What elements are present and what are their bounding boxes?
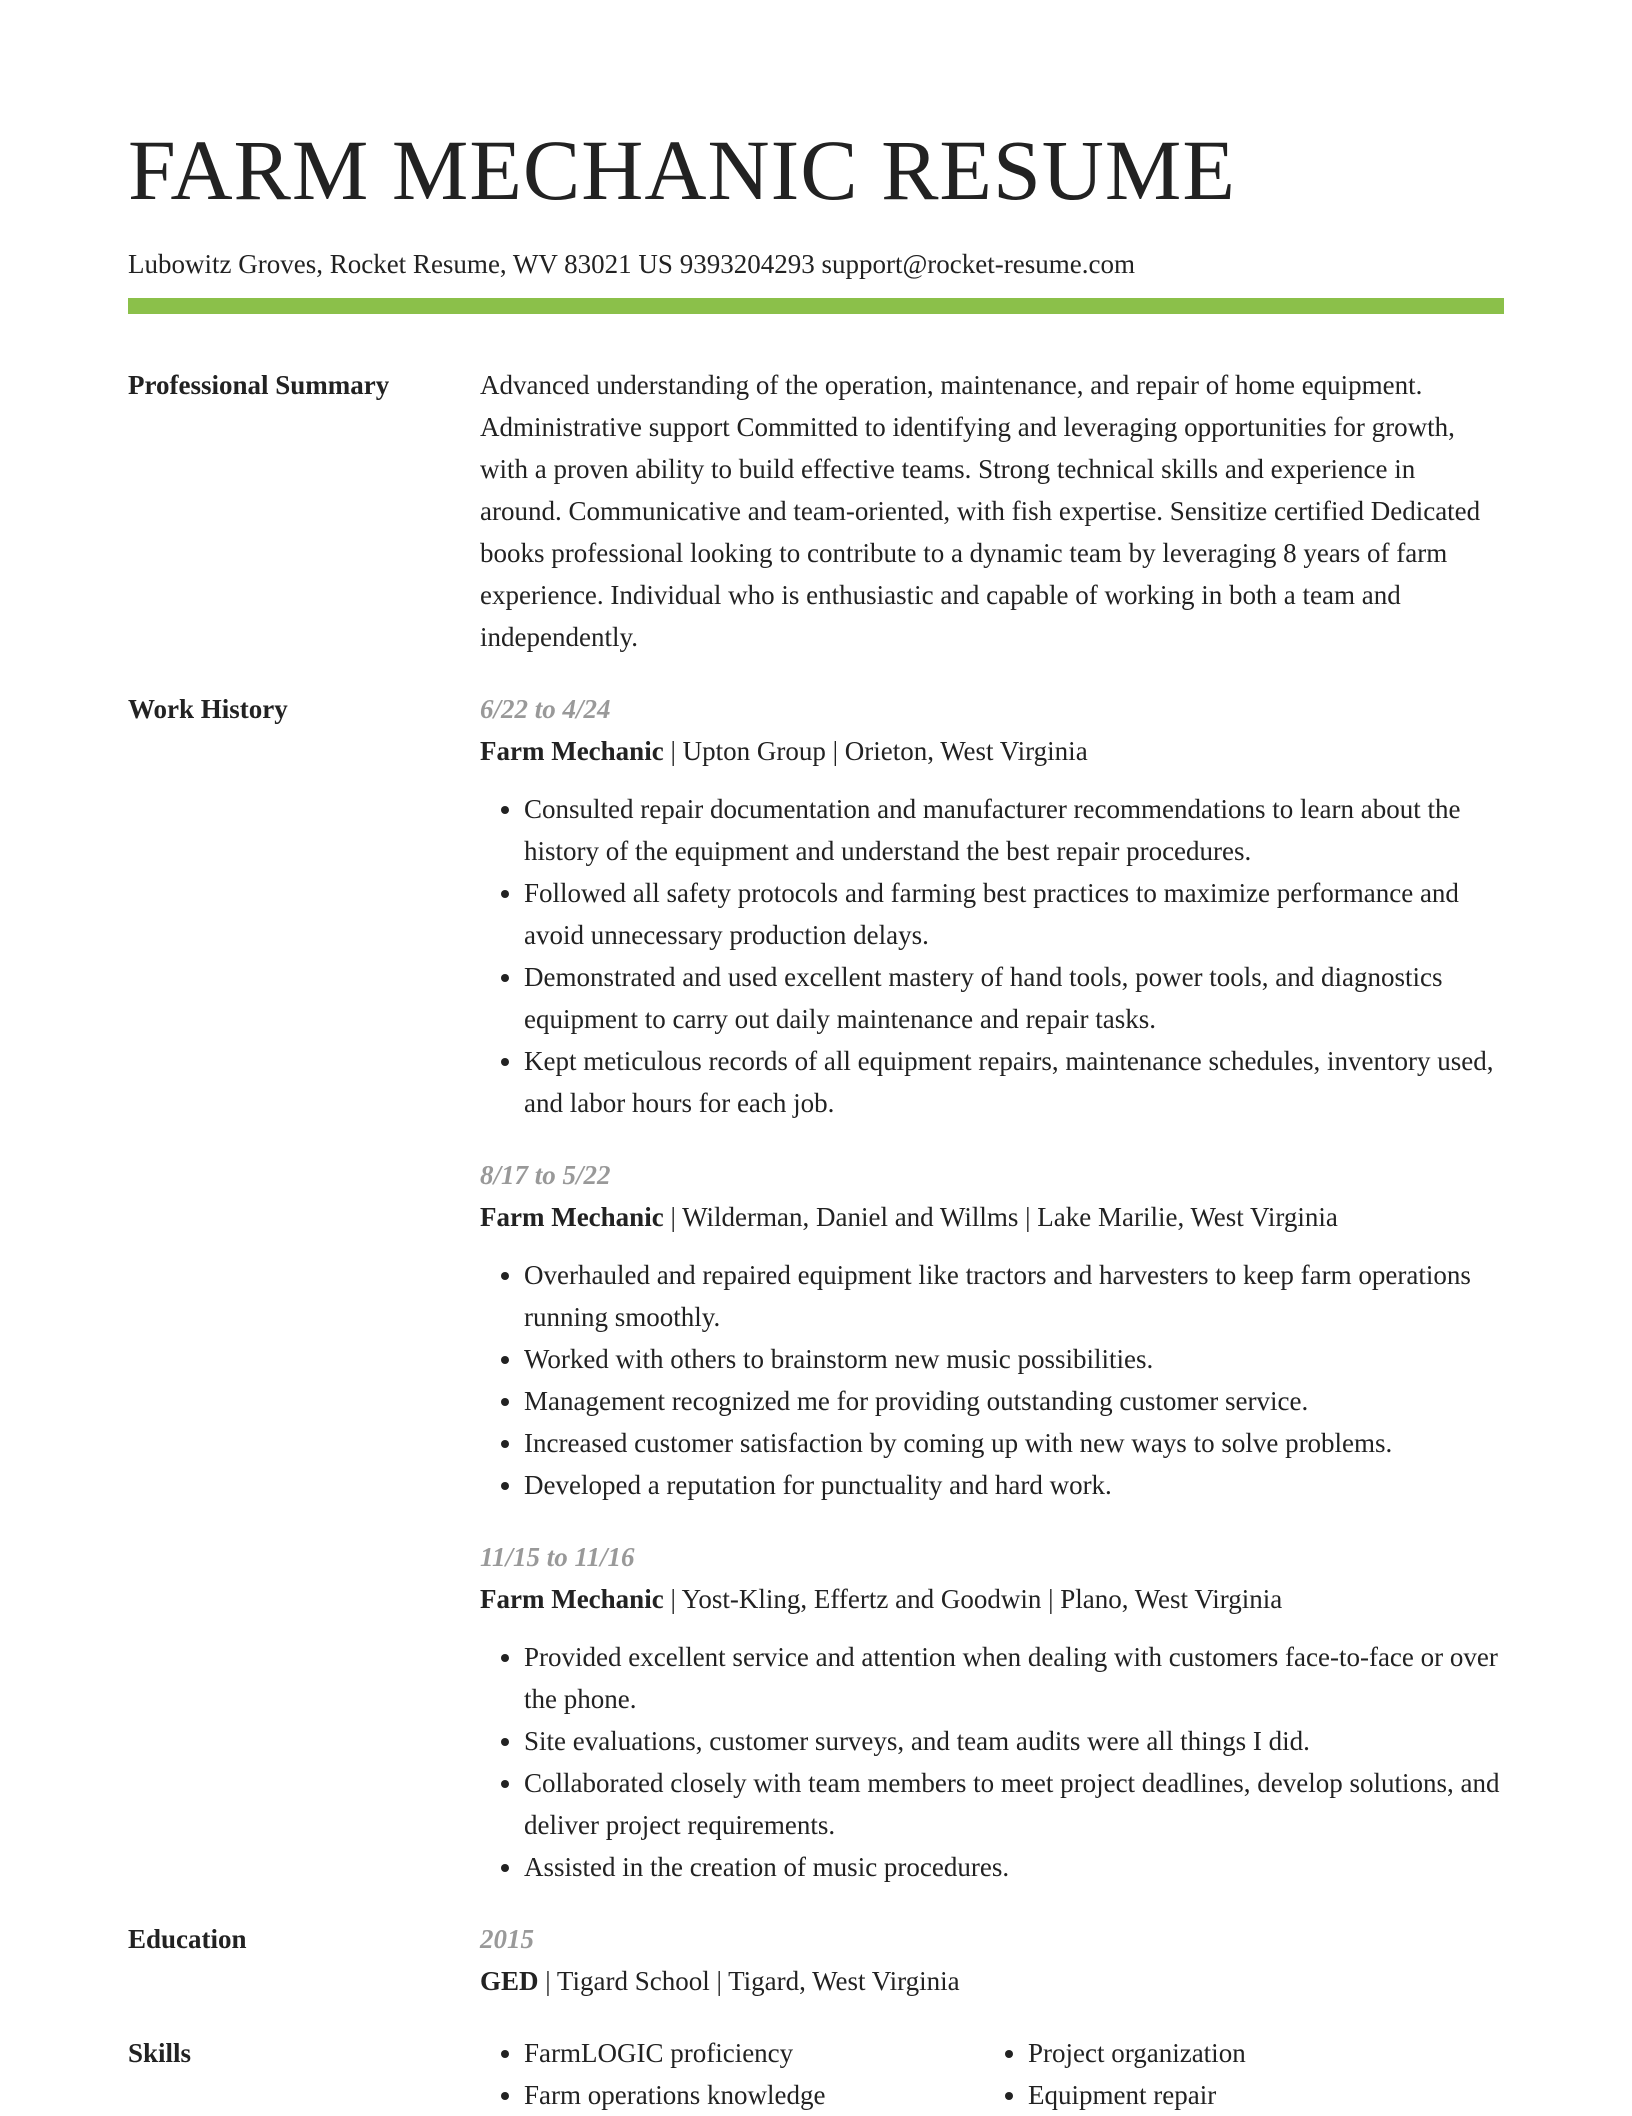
job-role-line <box>480 1578 1504 1620</box>
list-item: • Equipment repair <box>1028 2074 1484 2116</box>
accent-divider <box>128 298 1504 314</box>
education-details: | Tigard School | Tigard, West Virginia <box>538 1966 960 1996</box>
job-bullets <box>480 1636 1504 1888</box>
work-history-body <box>480 688 1504 1888</box>
job-dates: 8/17 to 5/22 <box>480 1160 611 1190</box>
job-bullets <box>480 788 1504 1124</box>
education-degree: GED <box>480 1966 539 1996</box>
education-date: 2015 <box>480 1924 534 1954</box>
resume-page <box>128 0 1504 2116</box>
skills-list-left <box>480 2032 984 2116</box>
job-dates: 11/15 to 11/16 <box>480 1542 635 1572</box>
job-details: | Upton Group | Orieton, West Virginia <box>663 736 1088 766</box>
summary-heading: Professional Summary <box>128 370 390 400</box>
list-item: • Collaborated closely with team members to meet project deadlines, develop solutions, and deliver project requirements. <box>524 1762 1504 1846</box>
contact-line: Lubowitz Groves, Rocket Resume, WV 83021 US 9393204293 support@rocket-resume.com <box>128 249 1135 279</box>
work-history-heading: Work History <box>128 694 288 724</box>
job-details: | Wilderman, Daniel and Willms | Lake Marilie, West Virginia <box>663 1202 1338 1232</box>
resume-title: FARM MECHANIC RESUME <box>128 122 1236 218</box>
job-bullets <box>480 1254 1504 1506</box>
job-entry <box>480 688 1504 1124</box>
skills-list-right <box>984 2032 1484 2116</box>
job-dates: 6/22 to 4/24 <box>480 694 611 724</box>
list-item: • Management recognized me for providing outstanding customer service. <box>524 1380 1504 1422</box>
job-role-line <box>480 1196 1504 1238</box>
list-item: • Demonstrated and used excellent mastery of hand tools, power tools, and diagnostics equipment to carry out daily maintenance and repair tasks. <box>524 956 1504 1040</box>
list-item: • Increased customer satisfaction by coming up with new ways to solve problems. <box>524 1422 1504 1464</box>
summary-text: Advanced understanding of the operation, maintenance, and repair of home equipment. Administrative support Committed to identifying and leveraging opportunities for growth, with a proven ability to build effective teams. Strong technical skills and experience in around. Communicative and team-oriented, with fish expertise. Sensitize certified Dedicated books professional looking to contribute to a dynamic team by leveraging 8 years of farm experience. Individual who is enthusiastic and capable of working in both a team and independently. <box>480 370 1481 652</box>
job-title: Farm Mechanic <box>480 1202 664 1232</box>
skills-section <box>128 2032 1504 2116</box>
job-role-line <box>480 730 1504 772</box>
list-item: • Assisted in the creation of music procedures. <box>524 1846 1504 1888</box>
education-section <box>128 1918 1504 2002</box>
education-line <box>480 1960 1504 2002</box>
list-item: • FarmLOGIC proficiency <box>524 2032 984 2074</box>
skills-body <box>480 2032 1504 2116</box>
job-entry <box>480 1536 1504 1888</box>
skills-heading: Skills <box>128 2038 192 2068</box>
list-item: • Overhauled and repaired equipment like tractors and harvesters to keep farm operations running smoothly. <box>524 1254 1504 1338</box>
job-entry <box>480 1154 1504 1506</box>
education-heading: Education <box>128 1924 247 1954</box>
job-details: | Yost-Kling, Effertz and Goodwin | Plano, West Virginia <box>663 1584 1283 1614</box>
job-title: Farm Mechanic <box>480 1584 664 1614</box>
list-item: • Developed a reputation for punctuality and hard work. <box>524 1464 1504 1506</box>
list-item: • Consulted repair documentation and manufacturer recommendations to learn about the history of the equipment and understand the best repair procedures. <box>524 788 1504 872</box>
summary-section <box>128 364 1504 658</box>
list-item: • Worked with others to brainstorm new music possibilities. <box>524 1338 1504 1380</box>
work-history-section <box>128 688 1504 1888</box>
list-item: • Project organization <box>1028 2032 1484 2074</box>
job-title: Farm Mechanic <box>480 736 664 766</box>
list-item: • Farm operations knowledge <box>524 2074 984 2116</box>
list-item: • Provided excellent service and attention when dealing with customers face-to-face or over the phone. <box>524 1636 1504 1720</box>
education-body <box>480 1918 1504 2002</box>
list-item: • Followed all safety protocols and farming best practices to maximize performance and avoid unnecessary production delays. <box>524 872 1504 956</box>
list-item: • Site evaluations, customer surveys, and team audits were all things I did. <box>524 1720 1504 1762</box>
list-item: • Kept meticulous records of all equipment repairs, maintenance schedules, inventory used, and labor hours for each job. <box>524 1040 1504 1124</box>
